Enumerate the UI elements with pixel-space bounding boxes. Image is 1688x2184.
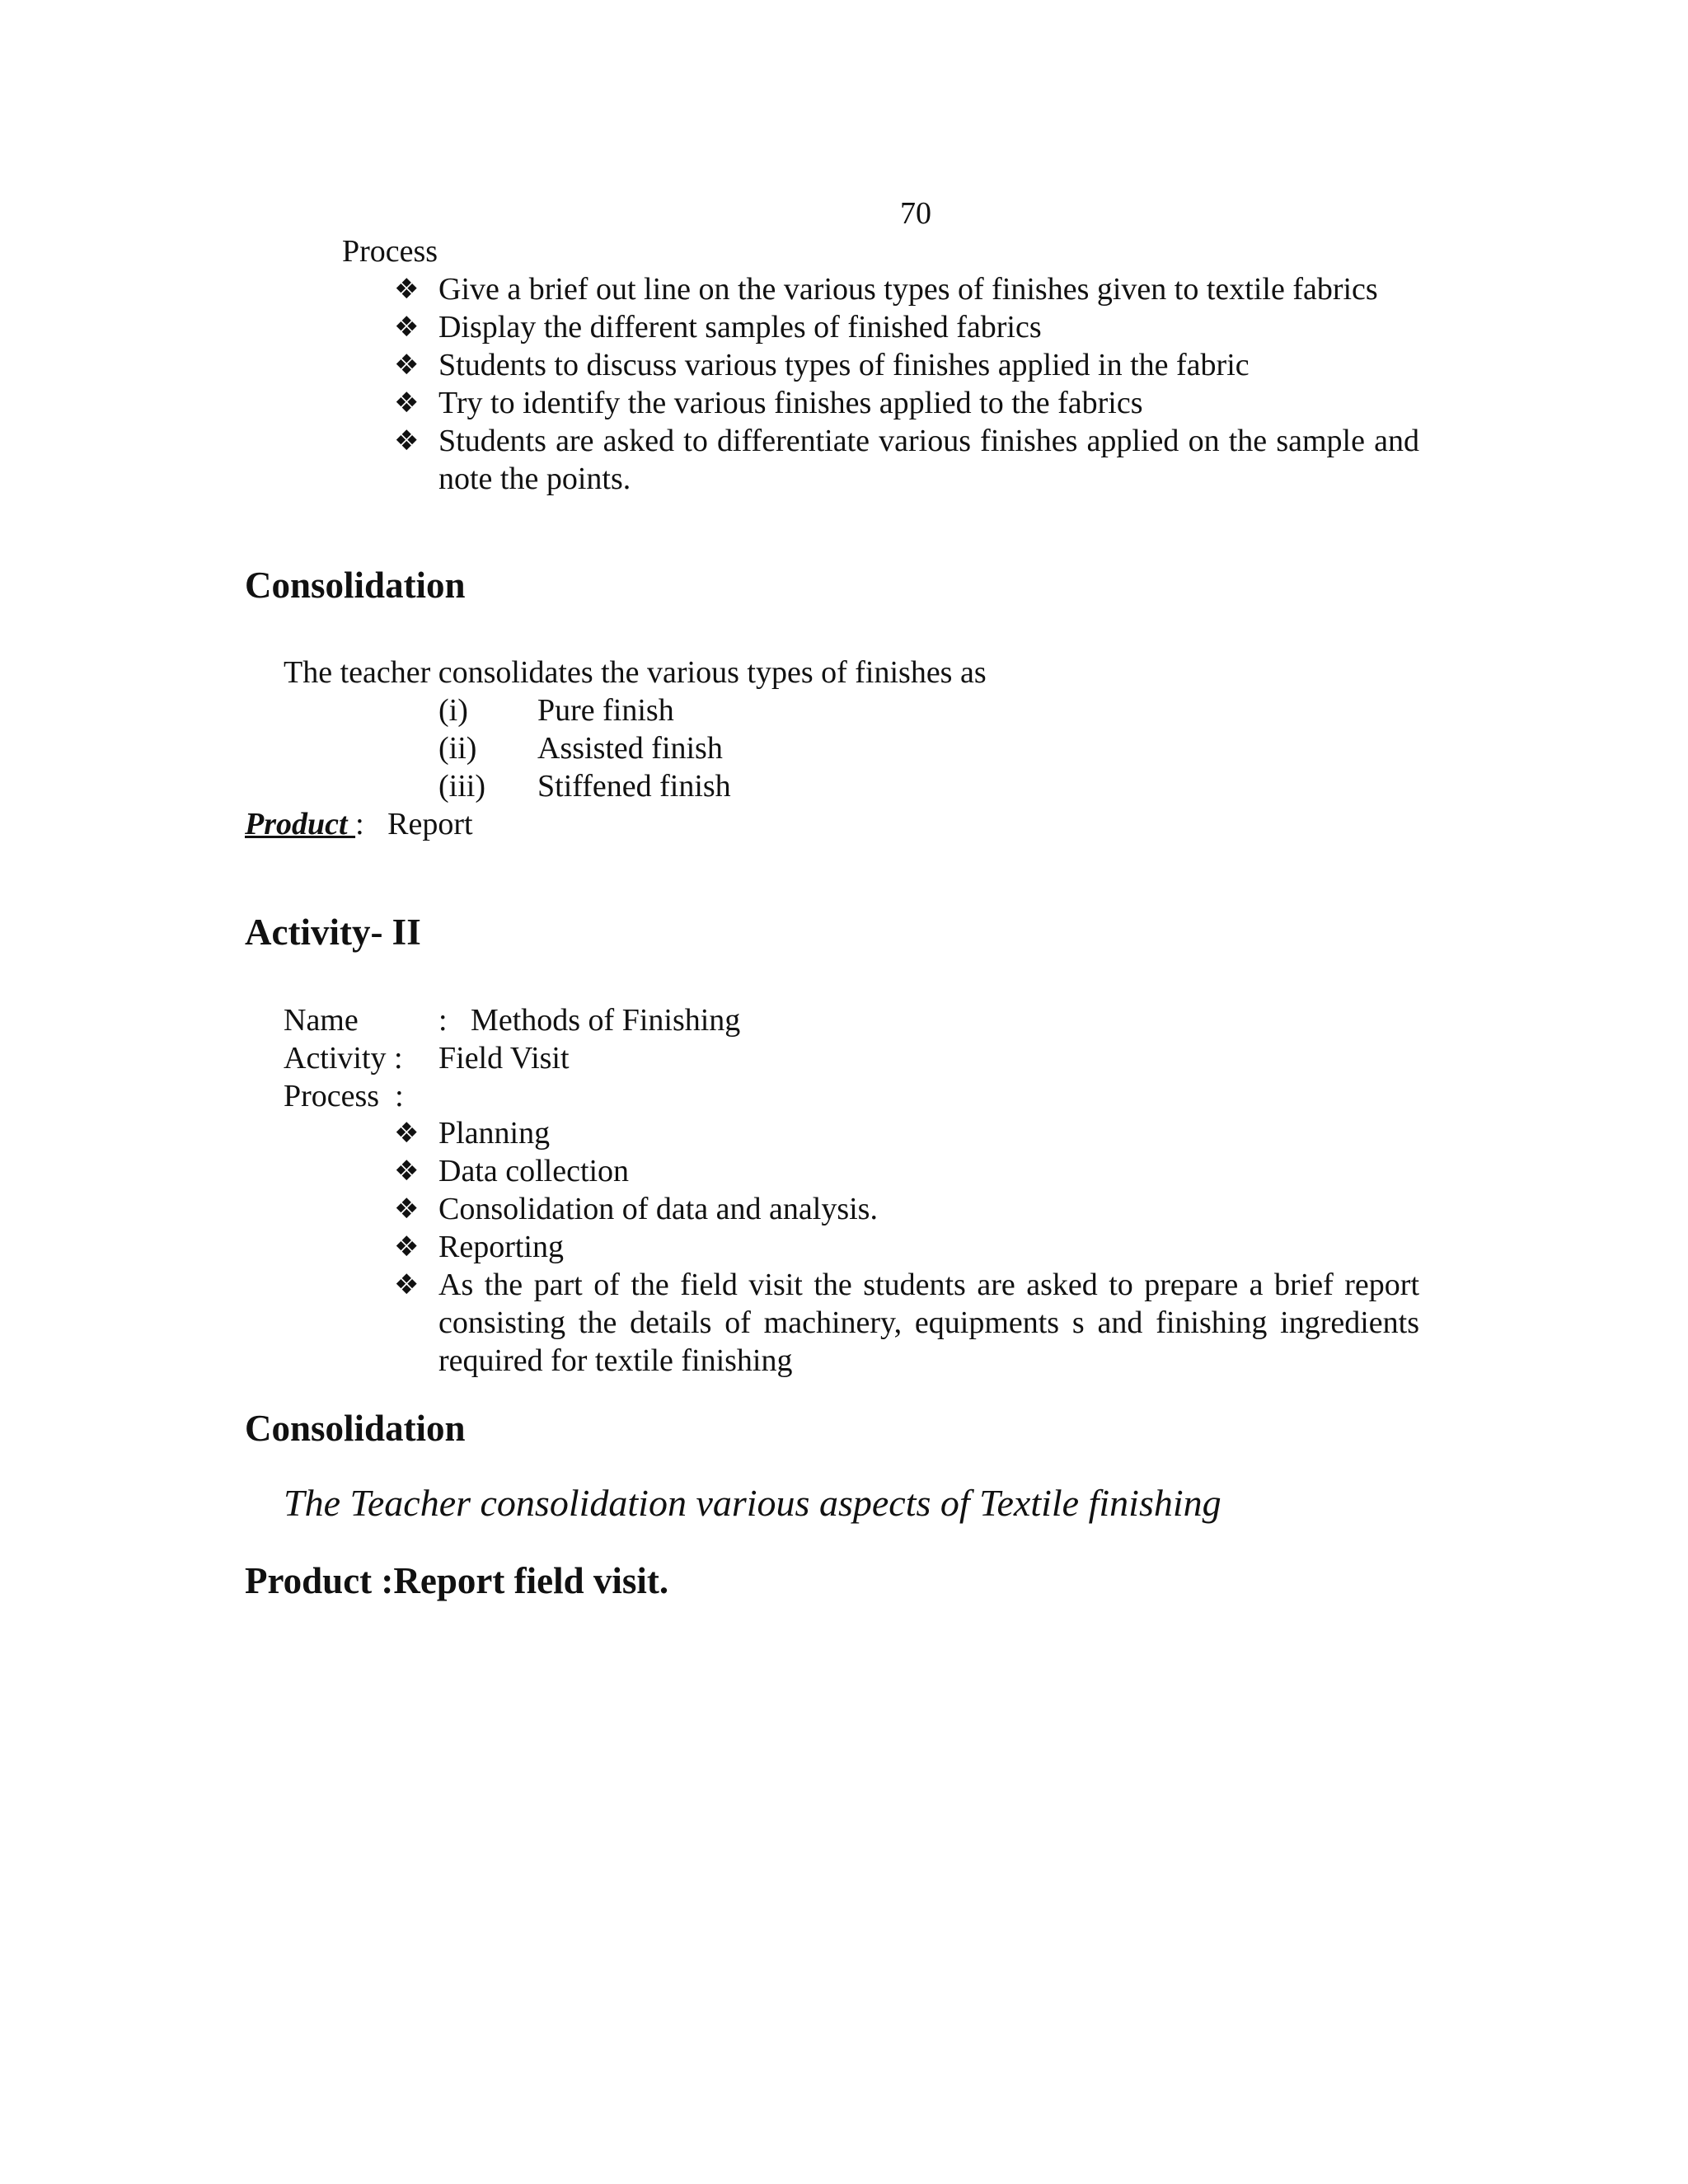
consolidation-heading: Consolidation (245, 1408, 466, 1449)
activity-heading: Activity- II (245, 912, 421, 953)
product-label: Product (245, 807, 356, 841)
list-item: ❖ Planning (394, 1116, 551, 1151)
process-bullet-list (394, 270, 1419, 498)
finish-types-list (438, 691, 851, 805)
diamond-bullet-icon: ❖ (394, 1117, 420, 1150)
list-item (438, 767, 851, 805)
list-item (438, 691, 851, 729)
diamond-bullet-icon: ❖ (394, 1155, 420, 1188)
list-item: ❖ Try to identify the various finishes applied to the fabrics (394, 386, 1143, 420)
page-number: 70 (900, 196, 931, 231)
consolidation-text: The Teacher consolidation various aspects of Textile finishing (284, 1482, 1221, 1524)
name-value: : Methods of Finishing (438, 1003, 741, 1038)
process-row (284, 1077, 404, 1115)
consolidation-heading: Consolidation (245, 565, 466, 606)
activity-label: Activity : (284, 1041, 403, 1076)
list-item: ❖ Data collection (394, 1154, 630, 1188)
diamond-bullet-icon: ❖ (394, 349, 420, 382)
diamond-bullet-icon: ❖ (394, 311, 420, 344)
activity-value: Field Visit (438, 1041, 570, 1076)
name-row (284, 1001, 741, 1039)
activity-process-list (394, 1114, 1419, 1380)
list-item: ❖ Give a brief out line on the various types of finishes given to textile fabrics (394, 272, 1378, 307)
list-text: Pure finish (537, 693, 674, 728)
diamond-bullet-icon: ❖ (394, 424, 420, 457)
list-item: ❖ Display the different samples of finished fabrics (394, 310, 1042, 344)
list-number: (iii) (438, 769, 485, 804)
process-row-label: Process : (284, 1079, 404, 1113)
list-number: (ii) (438, 731, 477, 766)
list-text: Stiffened finish (537, 769, 731, 804)
list-number: (i) (438, 693, 468, 728)
product-value: Report (387, 807, 473, 841)
product-separator: : (355, 807, 388, 841)
list-item: ❖ Reporting (394, 1230, 564, 1264)
name-label: Name (284, 1003, 359, 1038)
list-item: ❖ Students to discuss various types of finishes applied in the fabric (394, 348, 1250, 382)
list-item: ❖ Consolidation of data and analysis. (394, 1192, 878, 1226)
list-item: ❖ As the part of the field visit the students are asked to prepare a brief report consisting the details of machinery, equipments s and finishing ingredients required for textile finishing (394, 1268, 1419, 1378)
diamond-bullet-icon: ❖ (394, 1268, 420, 1301)
product-line (245, 805, 473, 843)
list-item (438, 729, 851, 767)
process-label: Process (342, 234, 438, 269)
consolidation-intro: The teacher consolidates the various types of finishes as (284, 655, 987, 690)
activity-row (284, 1039, 570, 1077)
diamond-bullet-icon: ❖ (394, 1193, 420, 1226)
list-text: Assisted finish (537, 731, 723, 766)
diamond-bullet-icon: ❖ (394, 273, 420, 306)
diamond-bullet-icon: ❖ (394, 1230, 420, 1263)
diamond-bullet-icon: ❖ (394, 387, 420, 419)
list-item: ❖ Students are asked to differentiate various finishes applied on the sample and note the points. (394, 424, 1419, 496)
product-heading: Product :Report field visit. (245, 1560, 669, 1601)
